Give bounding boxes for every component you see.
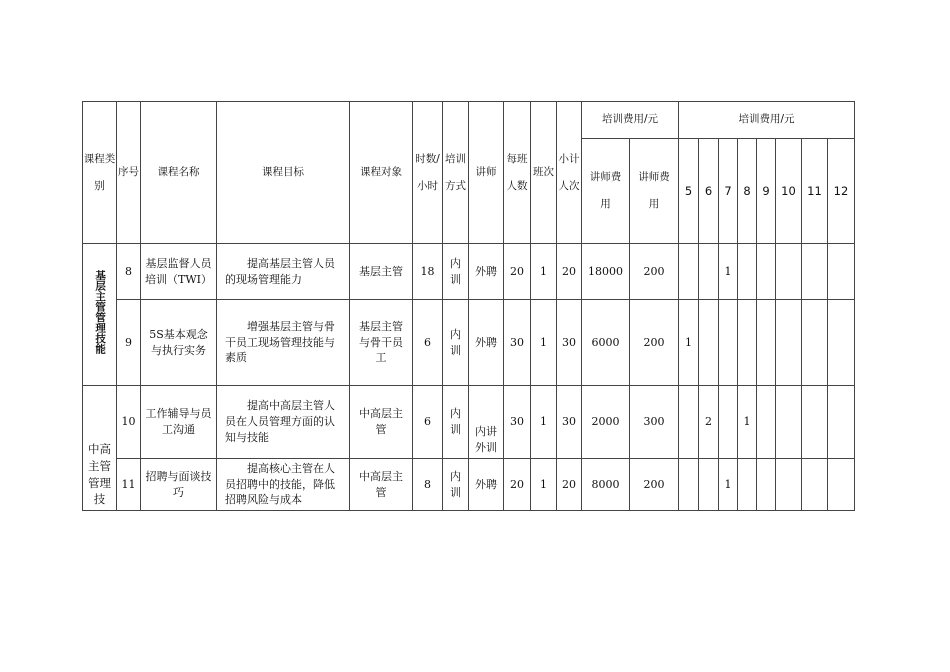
- course-name-cell: 招聘与面谈技巧: [141, 459, 217, 511]
- month-cell-9: [757, 244, 776, 300]
- goal-text: 提高基层主管人员的现场管理能力: [225, 256, 335, 286]
- goal-cell: [217, 459, 350, 511]
- seq-cell: 8: [117, 244, 141, 300]
- fee2-cell: 300: [630, 386, 679, 459]
- header-month-9: 9: [757, 139, 776, 244]
- goal-text: 提高中高层主管人员在人员管理方面的认知与技能: [225, 399, 335, 444]
- header-category-text: 课程类别: [83, 152, 116, 192]
- month-cell-12: [828, 244, 855, 300]
- course-name-cell: 基层监督人员培训（TWI）: [141, 244, 217, 300]
- target-cell: 基层主管: [350, 244, 413, 300]
- per-class-cell: 20: [504, 244, 531, 300]
- hours-cell: 8: [413, 459, 443, 511]
- header-lecturer-fee-2-text: 讲师费用: [638, 170, 670, 210]
- header-classes-text: 班次: [533, 166, 554, 179]
- month-cell-9: [757, 300, 776, 386]
- month-cell-7: [719, 386, 738, 459]
- classes-cell: 1: [531, 244, 557, 300]
- month-cell-10: [776, 459, 802, 511]
- month-cell-7: 1: [719, 459, 738, 511]
- header-month-11: 11: [802, 139, 828, 244]
- month-cell-12: [828, 386, 855, 459]
- header-month-12: 12: [828, 139, 855, 244]
- fee2-cell: 200: [630, 459, 679, 511]
- month-cell-6: [699, 459, 719, 511]
- lecturer-cell: 外聘: [469, 300, 504, 386]
- header-lecturer: [469, 102, 504, 244]
- header-seq-text: 序号: [118, 165, 139, 178]
- header-month-5: 5: [679, 139, 699, 244]
- category-basic-text: 基层主管管理技能: [94, 270, 107, 355]
- month-cell-12: [828, 459, 855, 511]
- month-cell-7: [719, 300, 738, 386]
- month-cell-8: 1: [738, 386, 757, 459]
- month-cell-6: [699, 244, 719, 300]
- per-class-cell: 30: [504, 386, 531, 459]
- subtotal-cell: 30: [557, 300, 582, 386]
- header-hours-text: 时数/小时: [415, 152, 440, 192]
- header-target: 课程对象: [350, 102, 413, 244]
- header-method: [443, 102, 469, 244]
- subtotal-cell: 20: [557, 244, 582, 300]
- month-cell-5: [679, 459, 699, 511]
- classes-cell: 1: [531, 386, 557, 459]
- table-row: [83, 244, 855, 300]
- goal-cell: [217, 386, 350, 459]
- per-class-cell: 30: [504, 300, 531, 386]
- month-cell-9: [757, 386, 776, 459]
- lecturer-cell: 内讲外训: [469, 386, 504, 459]
- hours-cell: 6: [413, 386, 443, 459]
- header-method-text: 培训方式: [445, 152, 466, 192]
- method-cell: 内训: [443, 459, 469, 511]
- table-row: [83, 300, 855, 386]
- per-class-cell: 20: [504, 459, 531, 511]
- header-per-class-text: 每班人数: [506, 152, 528, 192]
- header-lecturer-text: 讲师: [475, 166, 497, 179]
- month-cell-11: [802, 386, 828, 459]
- hours-cell: 18: [413, 244, 443, 300]
- month-cell-11: [802, 244, 828, 300]
- goal-cell: [217, 300, 350, 386]
- category-cell-senior: [83, 386, 117, 511]
- target-cell: 基层主管与骨干员工: [350, 300, 413, 386]
- seq-cell: 11: [117, 459, 141, 511]
- header-fee-group-2: 培训费用/元: [679, 102, 855, 139]
- header-seq: [117, 102, 141, 244]
- month-cell-12: [828, 300, 855, 386]
- course-name-cell: 工作辅导与员工沟通: [141, 386, 217, 459]
- month-cell-11: [802, 459, 828, 511]
- header-row-1: [83, 102, 855, 139]
- lecturer-cell: 外聘: [469, 459, 504, 511]
- header-hours: [413, 102, 443, 244]
- month-cell-5: 1: [679, 300, 699, 386]
- header-lecturer-fee-1: [582, 139, 630, 244]
- header-month-7: 7: [719, 139, 738, 244]
- fee2-cell: 200: [630, 300, 679, 386]
- lecturer-cell: 外聘: [469, 244, 504, 300]
- fee1-cell: 2000: [582, 386, 630, 459]
- subtotal-cell: 30: [557, 386, 582, 459]
- table-row: [83, 386, 855, 459]
- subtotal-cell: 20: [557, 459, 582, 511]
- month-cell-5: [679, 386, 699, 459]
- goal-text: 提高核心主管在人员招聘中的技能，降低招聘风险与成本: [225, 461, 335, 507]
- goal-text: 增强基层主管与骨干员工现场管理技能与素质: [225, 319, 335, 365]
- classes-cell: 1: [531, 300, 557, 386]
- category-senior-text: 中高主管管理技: [87, 442, 111, 507]
- seq-cell: 10: [117, 386, 141, 459]
- month-cell-10: [776, 300, 802, 386]
- training-plan-table: [82, 101, 855, 511]
- month-cell-8: [738, 459, 757, 511]
- fee1-cell: 6000: [582, 300, 630, 386]
- month-cell-5: [679, 244, 699, 300]
- header-goal: 课程目标: [217, 102, 350, 244]
- header-month-8: 8: [738, 139, 757, 244]
- header-fee-group-1: 培训费用/元: [582, 102, 679, 139]
- target-cell: 中高层主管: [350, 386, 413, 459]
- header-subtotal-text: 小计人次: [558, 152, 580, 192]
- target-cell: 中高层主管: [350, 459, 413, 511]
- goal-cell: [217, 244, 350, 300]
- month-cell-11: [802, 300, 828, 386]
- method-cell: 内训: [443, 300, 469, 386]
- header-per-class: [504, 102, 531, 244]
- month-cell-8: [738, 244, 757, 300]
- hours-cell: 6: [413, 300, 443, 386]
- header-lecturer-fee-1-text: 讲师费用: [589, 170, 622, 210]
- header-lecturer-fee-2: [630, 139, 679, 244]
- classes-cell: 1: [531, 459, 557, 511]
- method-cell: 内训: [443, 244, 469, 300]
- month-cell-6: [699, 300, 719, 386]
- header-month-10: 10: [776, 139, 802, 244]
- month-cell-10: [776, 244, 802, 300]
- fee2-cell: 200: [630, 244, 679, 300]
- month-cell-6: 2: [699, 386, 719, 459]
- fee1-cell: 18000: [582, 244, 630, 300]
- seq-cell: 9: [117, 300, 141, 386]
- table-row: [83, 459, 855, 511]
- header-category: [83, 102, 117, 244]
- month-cell-7: 1: [719, 244, 738, 300]
- category-cell-basic: [83, 244, 117, 386]
- fee1-cell: 8000: [582, 459, 630, 511]
- header-month-6: 6: [699, 139, 719, 244]
- header-classes: [531, 102, 557, 244]
- header-subtotal: [557, 102, 582, 244]
- month-cell-9: [757, 459, 776, 511]
- method-cell: 内训: [443, 386, 469, 459]
- month-cell-10: [776, 386, 802, 459]
- header-course-name: 课程名称: [141, 102, 217, 244]
- month-cell-8: [738, 300, 757, 386]
- course-name-cell: 5S基本观念与执行实务: [141, 300, 217, 386]
